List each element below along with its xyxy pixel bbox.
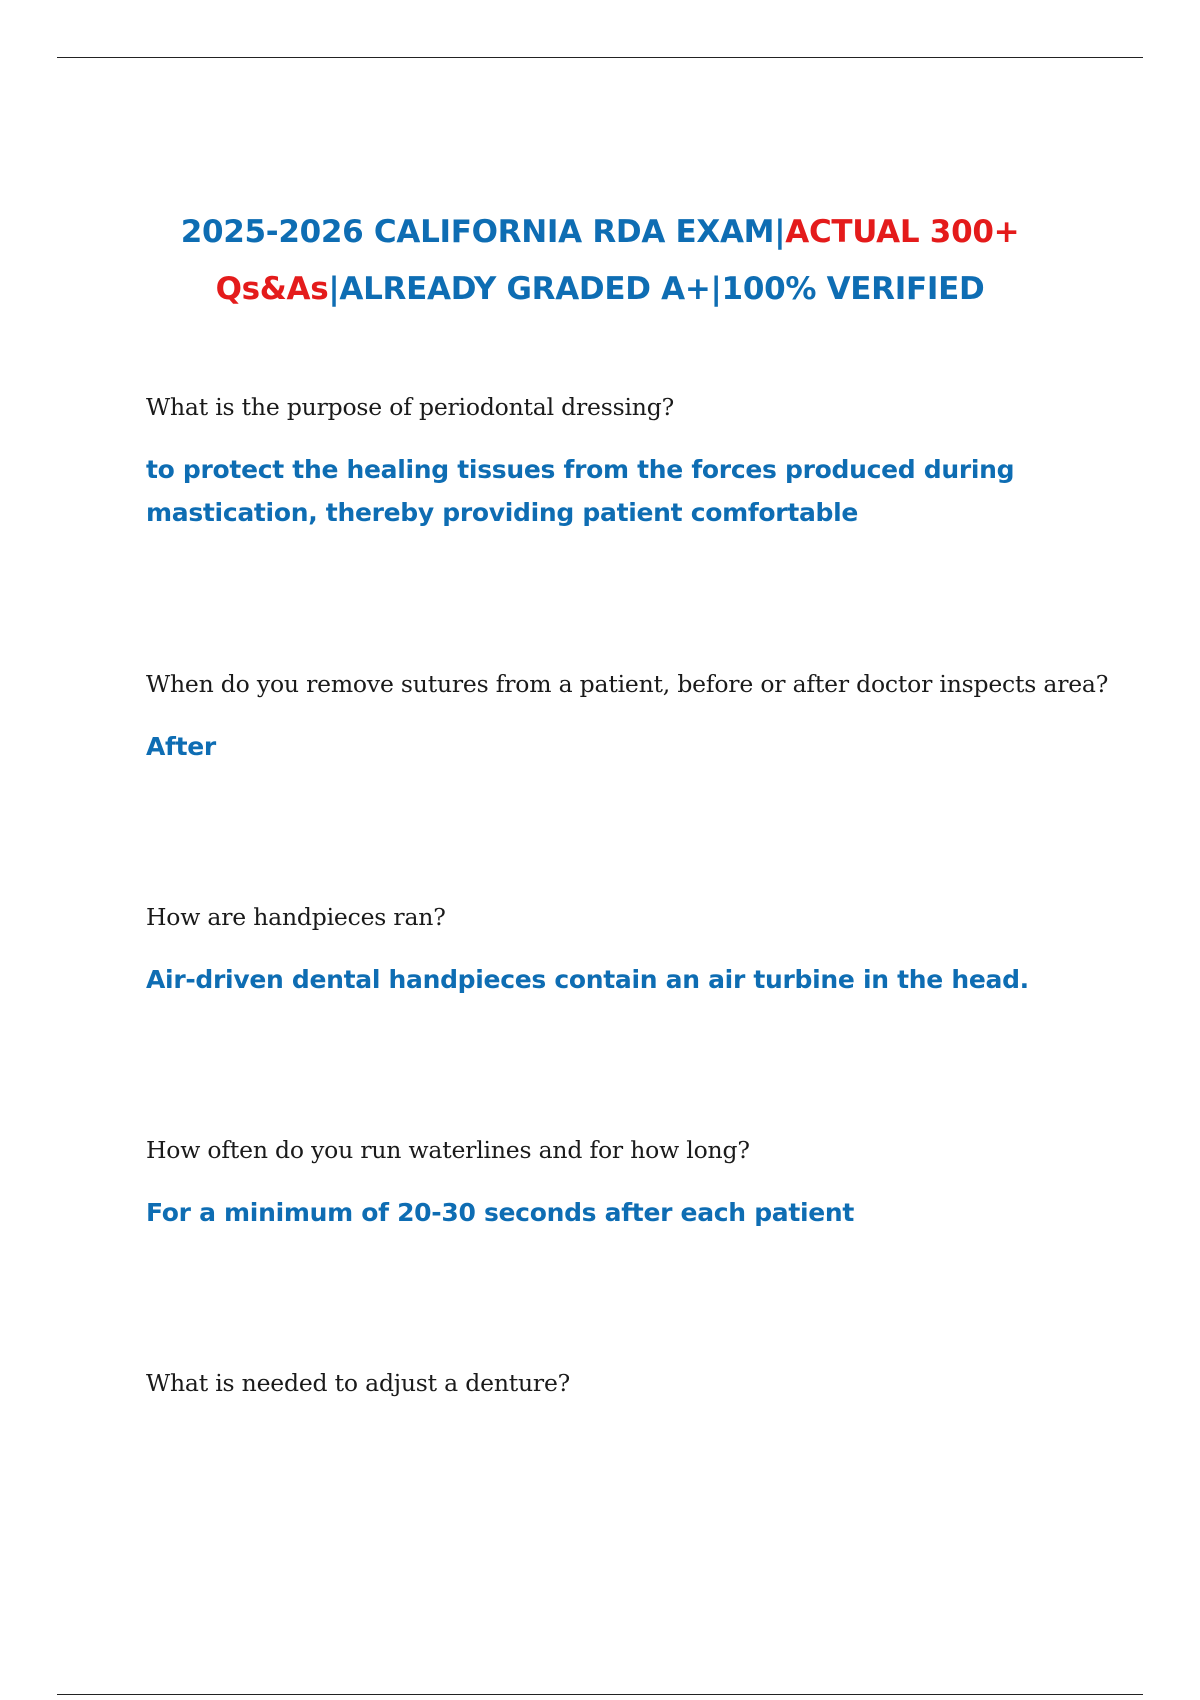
answer-1 <box>146 448 1046 534</box>
top-rule <box>57 57 1143 58</box>
document-title <box>100 204 1100 318</box>
question-5: What is needed to adjust a denture? <box>146 1369 571 1397</box>
title-part-2: ACTUAL 300+ <box>785 214 1020 250</box>
answer-1-line-1: to protect the healing tissues from the forces produced during <box>146 455 1015 484</box>
title-line-1 <box>100 204 1100 261</box>
question-2: When do you remove sutures from a patient, before or after doctor inspects area? <box>146 670 1109 698</box>
answer-4: For a minimum of 20-30 seconds after each patient <box>146 1198 855 1227</box>
question-1: What is the purpose of periodontal dressing? <box>146 393 674 421</box>
question-3: How are handpieces ran? <box>146 903 446 931</box>
title-part-1: 2025-2026 CALIFORNIA RDA EXAM| <box>180 214 786 250</box>
title-line-2 <box>100 261 1100 318</box>
answer-1-line-2: mastication, thereby providing patient comfortable <box>146 498 859 527</box>
title-part-3: Qs&As <box>215 271 329 307</box>
title-part-4: |ALREADY GRADED A+|100% VERIFIED <box>328 271 985 307</box>
bottom-rule <box>57 1694 1143 1695</box>
answer-2: After <box>146 732 216 761</box>
answer-3: Air-driven dental handpieces contain an air turbine in the head. <box>146 965 1029 994</box>
question-4: How often do you run waterlines and for how long? <box>146 1136 750 1164</box>
